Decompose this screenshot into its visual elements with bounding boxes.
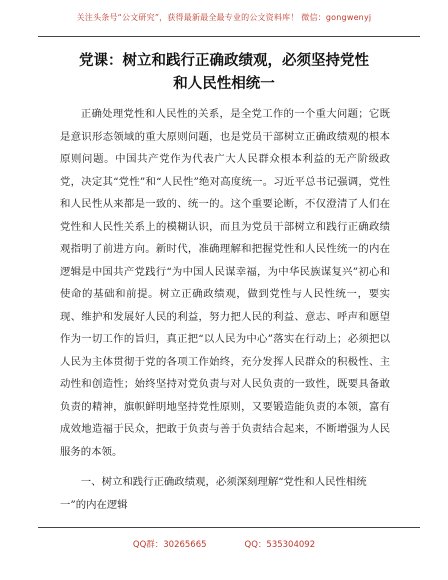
document-title-line-1: 党课：树立和践行正确政绩观，必须坚持党性 — [79, 53, 369, 69]
footer — [0, 538, 448, 550]
document-title-line-2: 和人民性相统一 — [173, 76, 275, 92]
body-paragraph: 正确处理党性和人民性的关系，是全党工作的一个重大问题；它既是意识形态领域的重大原则问题，也是党员干部树立正确政绩观的根本原则问题。中国共产党作为代表广大人民群众根本利益的无产阶级政党，决定其“党性”和“人民性”绝对高度统一。习近平总书记强调，党性和人民性从来都是一致的、统一的。这个重要论断，不仅澄清了人们在党性和人民性关系上的模糊认识，而且为党员干部树立和践行正确政绩观指明了前进方向。新时代，准确理解和把握党性和人民性统一的内在逻辑是中国共产党践行“为中国人民谋幸福，为中华民族谋复兴”初心和使命的基础和前提。树立正确政绩观，做到党性与人民性统一，要实现、维护和发展好人民的利益，努力把人民的利益、意志、呼声和愿望作为一切工作的旨归，真正把“以人民为中心”落实在行动上；必须把以人民为主体贯彻于党的各项工作始终，充分发挥人民群众的积极性、主动性和创造性；始终坚持对党负责与对人民负责的一致性，既要具备敢负责的精神，旗帜鲜明地坚持党性原则，又要锻造能负责的本领，富有成效地造福于民众，把敢于负责与善于负责结合起来，不断增强为人民服务的本领。 — [60, 108, 390, 458]
footer-qq: QQ：535304092 — [244, 540, 316, 550]
footer-divider — [38, 527, 420, 528]
header-banner: 关注头条号“公文研究”，获得最新最全最专业的公文资料库！ 微信：gongwenyj — [76, 13, 372, 22]
document-title — [40, 50, 408, 96]
footer-qq-group: QQ群：30265665 — [132, 540, 207, 550]
section-heading: 一、树立和践行正确政绩观，必须深刻理解“党性和人民性相统一”的内在逻辑 — [60, 476, 367, 511]
header-divider — [38, 36, 420, 37]
